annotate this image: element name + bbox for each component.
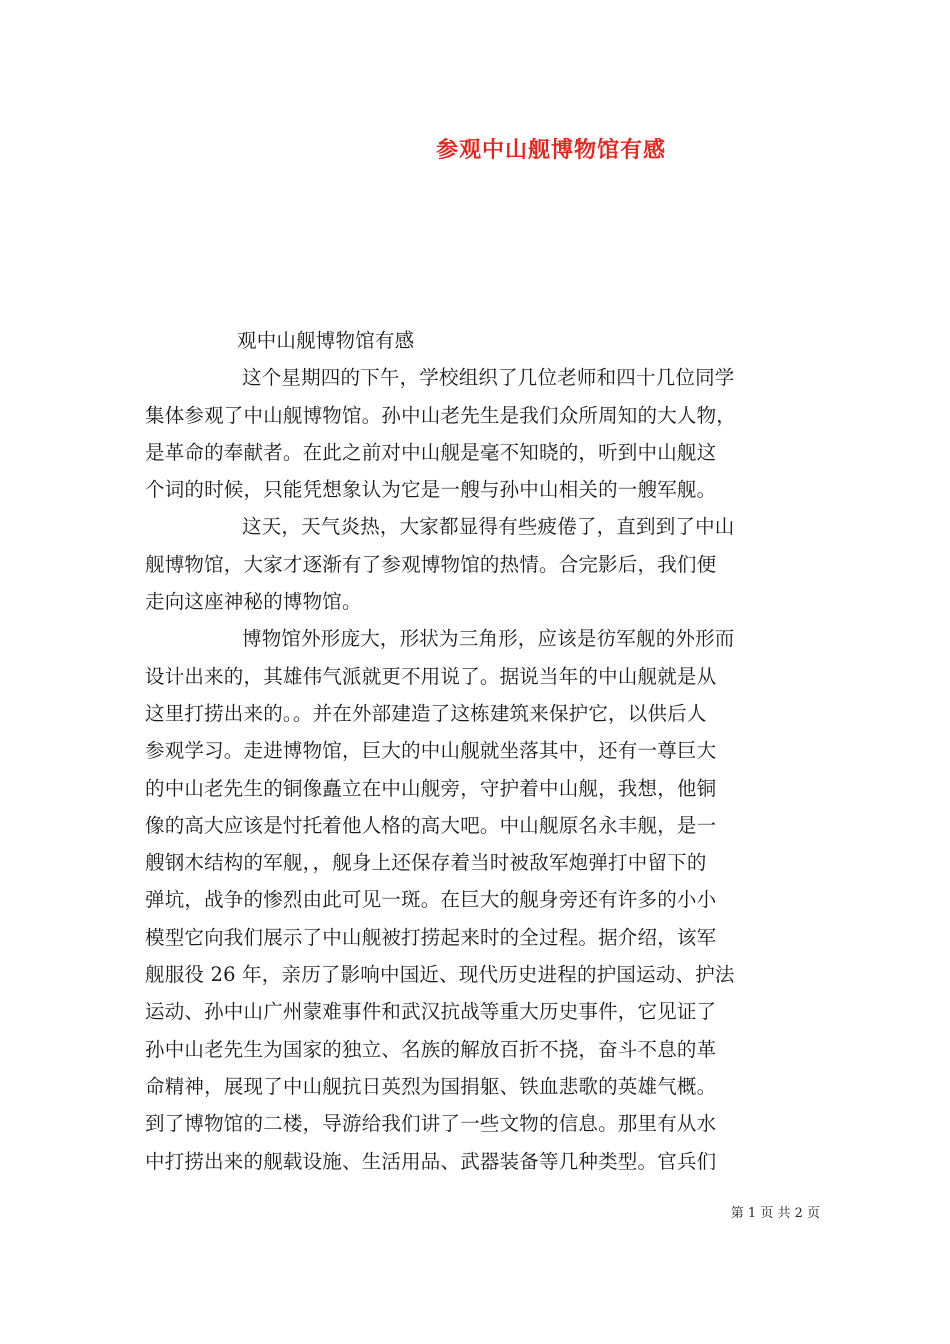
document-subtitle: 观中山舰博物馆有感 <box>237 329 415 352</box>
paragraph-line: 这天，天气炎热，大家都显得有些疲倦了，直到到了中山 <box>242 515 735 539</box>
paragraph-line: 到了博物馆的二楼，导游给我们讲了一些文物的信息。那里有从水 <box>145 1112 717 1136</box>
paragraph-line: 艘钢木结构的军舰，，舰身上还保存着当时被敌军炮弹打中留下的 <box>145 851 707 875</box>
document-body <box>145 322 813 1180</box>
paragraph-line: 舰博物馆，大家才逐渐有了参观博物馆的热情。合完影后，我们便 <box>145 552 717 576</box>
page-number: 第 1 页 共 2 页 <box>730 1206 820 1221</box>
paragraph-line: 舰服役 26 年，亲历了影响中国近、现代历史进程的护国运动、护法 <box>145 963 735 987</box>
paragraph-line: 中打捞出来的舰载设施、生活用品、武器装备等几种类型。官兵们 <box>145 1149 717 1173</box>
paragraph-line: 像的高大应该是忖托着他人格的高大吧。中山舰原名永丰舰，是一 <box>145 813 717 837</box>
paragraph-line: 集体参观了中山舰博物馆。孙中山老先生是我们众所周知的大人物， <box>145 403 737 427</box>
paragraph-line: 的中山老先生的铜像矗立在中山舰旁，守护着中山舰，我想，他铜 <box>145 776 717 800</box>
paragraph-line: 是革命的奉献者。在此之前对中山舰是毫不知晓的，听到中山舰这 <box>145 440 717 464</box>
paragraph-line: 博物馆外形庞大，形状为三角形，应该是彷军舰的外形而 <box>242 627 735 651</box>
paragraph-line: 孙中山老先生为国家的独立、名族的解放百折不挠，奋斗不息的革 <box>145 1037 717 1061</box>
paragraph-line: 这里打捞出来的。。并在外部建造了这栋建筑来保护它，以供后人 <box>145 701 707 725</box>
document-title: 参观中山舰博物馆有感 <box>435 137 666 163</box>
paragraph-line: 设计出来的，其雄伟气派就更不用说了。据说当年的中山舰就是从 <box>145 664 717 688</box>
paragraph-line: 模型它向我们展示了中山舰被打捞起来时的全过程。据介绍，该军 <box>145 925 717 949</box>
paragraph-line: 弹坑，战争的惨烈由此可见一斑。在巨大的舰身旁还有许多的小小 <box>145 888 717 912</box>
paragraph-line: 这个星期四的下午，学校组织了几位老师和四十几位同学 <box>242 366 735 390</box>
paragraph-line: 命精神，展现了中山舰抗日英烈为国捐躯、铁血悲歌的英雄气概。 <box>145 1074 717 1098</box>
paragraph-line: 走向这座神秘的博物馆。 <box>145 590 362 614</box>
paragraph-line: 运动、孙中山广州蒙难事件和武汉抗战等重大历史事件，它见证了 <box>145 1000 717 1024</box>
paragraph-line: 参观学习。走进博物馆，巨大的中山舰就坐落其中，还有一尊巨大 <box>145 739 717 763</box>
paragraph-line: 个词的时候，只能凭想象认为它是一艘与孙中山相关的一艘军舰。 <box>145 478 717 502</box>
